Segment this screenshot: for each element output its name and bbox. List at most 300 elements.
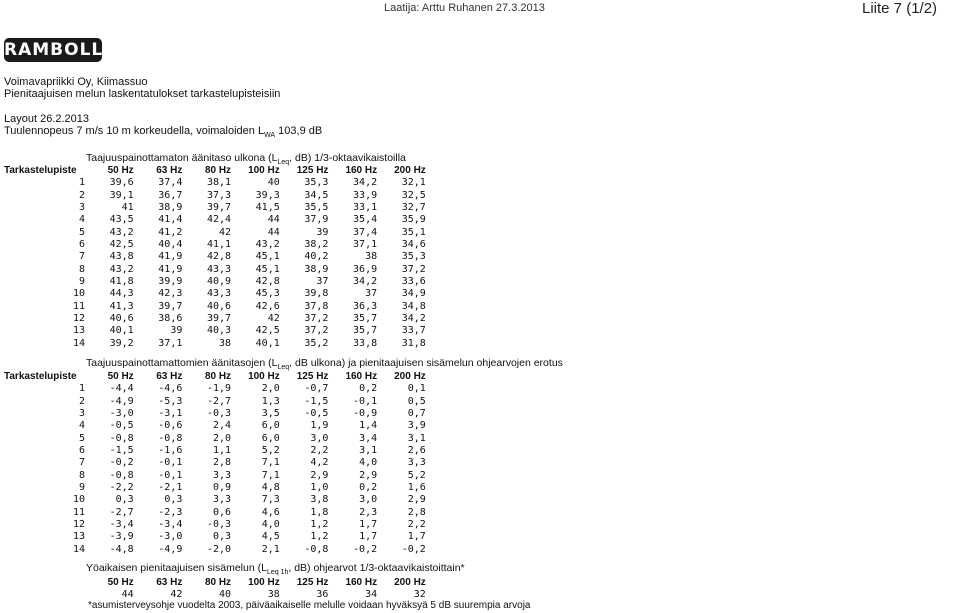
value-cell: 33,9 xyxy=(353,189,378,201)
value-cell: 37,1 xyxy=(353,239,378,251)
value-cell: 43,8 xyxy=(109,251,134,263)
value-cell: 40,3 xyxy=(206,325,232,337)
table-row xyxy=(4,408,426,420)
column-header-freq: 200 Hz xyxy=(394,577,426,588)
guideline-value-cell: 38 xyxy=(267,589,280,601)
value-cell: 1,1 xyxy=(213,445,232,457)
point-number-cell: 2 xyxy=(78,395,85,407)
table3-title-prefix: Yöaikaisen pienitaajuisen sisämelun (L xyxy=(86,562,267,574)
value-cell: 2,9 xyxy=(310,469,329,481)
value-cell: -3,9 xyxy=(109,531,134,543)
value-cell: -0,7 xyxy=(304,383,329,395)
value-cell: 0,7 xyxy=(407,408,426,420)
value-cell: -2,7 xyxy=(206,395,232,407)
column-header-freq: 100 Hz xyxy=(248,577,280,588)
value-cell: -1,5 xyxy=(109,445,134,457)
value-cell: 38,2 xyxy=(304,239,329,251)
value-cell: 45,3 xyxy=(255,288,280,300)
point-number-cell: 10 xyxy=(72,494,85,506)
value-cell: 37,2 xyxy=(304,313,329,325)
table2-title xyxy=(86,357,563,371)
column-header-freq: 160 Hz xyxy=(345,577,378,588)
value-cell: 3,1 xyxy=(407,432,426,444)
value-cell: 37,8 xyxy=(304,300,329,312)
value-cell: 0,1 xyxy=(407,383,426,395)
value-cell: -1,6 xyxy=(158,445,183,457)
value-cell: 40,6 xyxy=(206,300,232,312)
value-cell: 2,0 xyxy=(213,432,232,444)
value-cell: 41,2 xyxy=(158,226,183,238)
value-cell: -2,3 xyxy=(158,506,183,518)
value-cell: 1,7 xyxy=(359,531,378,543)
table1-title-suffix: , dB) 1/3-oktaavikaistoilla xyxy=(289,152,406,164)
value-cell: 40,2 xyxy=(304,251,329,263)
value-cell: -3,1 xyxy=(158,408,183,420)
value-cell: 37,3 xyxy=(206,189,232,201)
point-number-cell: 11 xyxy=(72,300,85,312)
table3-header-row xyxy=(85,577,426,589)
value-cell: 0,9 xyxy=(213,482,232,494)
point-number-cell: 14 xyxy=(72,543,85,555)
ramboll-logo: RAMBOLL xyxy=(4,40,104,60)
point-number-cell: 14 xyxy=(72,337,85,349)
value-cell: 7,3 xyxy=(261,494,280,506)
column-header-freq: 63 Hz xyxy=(156,577,183,588)
table3-guideline-values xyxy=(85,577,426,602)
value-cell: 34,5 xyxy=(304,189,329,201)
value-cell: 2,8 xyxy=(213,457,232,469)
value-cell: 42,5 xyxy=(109,239,134,251)
value-cell: 4,5 xyxy=(261,531,280,543)
point-number-cell: 8 xyxy=(78,469,85,481)
value-cell: 3,3 xyxy=(213,469,232,481)
value-cell: 32,5 xyxy=(401,189,426,201)
table-row xyxy=(4,383,426,395)
point-number-cell: 7 xyxy=(78,457,85,469)
value-cell: 0,5 xyxy=(407,395,426,407)
point-number-cell: 8 xyxy=(78,263,85,275)
value-cell: 41 xyxy=(121,202,134,214)
value-cell: 0,2 xyxy=(359,383,378,395)
value-cell: 40,1 xyxy=(109,325,134,337)
point-number-cell: 4 xyxy=(78,420,85,432)
value-cell: 38,6 xyxy=(158,313,183,325)
value-cell: 38 xyxy=(219,337,232,349)
column-header-freq: 125 Hz xyxy=(296,165,329,176)
value-cell: 42,8 xyxy=(255,276,280,288)
table2-title-sub: Leq xyxy=(277,364,290,372)
value-cell: 38,9 xyxy=(304,263,329,275)
value-cell: 39,9 xyxy=(158,276,183,288)
value-cell: 7,1 xyxy=(261,457,280,469)
table-row xyxy=(4,276,426,288)
value-cell: 35,7 xyxy=(353,313,378,325)
table-row xyxy=(4,420,426,432)
table-row xyxy=(4,301,426,313)
value-cell: 35,5 xyxy=(304,202,329,214)
value-cell: 0,6 xyxy=(213,506,232,518)
value-cell: 6,0 xyxy=(261,432,280,444)
value-cell: -3,4 xyxy=(109,519,134,531)
table-row xyxy=(4,396,426,408)
value-cell: 38 xyxy=(365,251,378,263)
value-cell: 0,3 xyxy=(164,494,183,506)
point-number-cell: 1 xyxy=(78,177,85,189)
table2-title-suffix: , dB ulkona) ja pienitaajuisen sisämelun ohjearvojen erotus xyxy=(289,357,563,369)
value-cell: 2,2 xyxy=(407,519,426,531)
value-cell: 41,8 xyxy=(109,276,134,288)
value-cell: 39,7 xyxy=(158,300,183,312)
table3-title-suffix: , dB) ohjearvot 1/3-oktaavikaistoittain* xyxy=(288,562,465,574)
point-number-cell: 12 xyxy=(72,519,85,531)
table-row xyxy=(4,288,426,300)
value-cell: 2,4 xyxy=(213,420,232,432)
value-cell: 0,2 xyxy=(359,482,378,494)
value-cell: 3,1 xyxy=(359,445,378,457)
value-cell: -3,0 xyxy=(158,531,183,543)
table-row xyxy=(4,227,426,239)
value-cell: 35,2 xyxy=(304,337,329,349)
value-cell: 35,4 xyxy=(353,214,378,226)
column-header-freq: 100 Hz xyxy=(248,165,280,176)
value-cell: -2,2 xyxy=(109,482,134,494)
value-cell: 7,1 xyxy=(261,469,280,481)
point-number-cell: 13 xyxy=(72,531,85,543)
column-header-point: Tarkastelupiste xyxy=(4,371,77,382)
value-cell: 37,4 xyxy=(158,177,183,189)
table-row xyxy=(4,214,426,226)
point-number-cell: 9 xyxy=(78,276,85,288)
column-header-freq: 80 Hz xyxy=(204,371,232,382)
value-cell: 39,7 xyxy=(206,313,232,325)
value-cell: 4,0 xyxy=(261,519,280,531)
table-row xyxy=(4,190,426,202)
table-row xyxy=(4,338,426,350)
column-header-freq: 50 Hz xyxy=(107,371,134,382)
value-cell: 2,9 xyxy=(407,494,426,506)
value-cell: 1,8 xyxy=(310,506,329,518)
value-cell: 2,1 xyxy=(261,543,280,555)
value-cell: 43,3 xyxy=(206,263,232,275)
value-cell: -0,1 xyxy=(158,457,183,469)
value-cell: 34,2 xyxy=(353,177,378,189)
value-cell: -1,9 xyxy=(206,383,232,395)
value-cell: -4,4 xyxy=(109,383,134,395)
layout-line: Layout 26.2.2013 xyxy=(4,113,90,125)
table-row xyxy=(4,494,426,506)
value-cell: -3,0 xyxy=(109,408,134,420)
value-cell: -5,3 xyxy=(158,395,183,407)
value-cell: 36,3 xyxy=(353,300,378,312)
point-number-cell: 5 xyxy=(78,432,85,444)
point-number-cell: 9 xyxy=(78,482,85,494)
table1-title-sub: Leq xyxy=(277,159,290,167)
value-cell: -0,3 xyxy=(206,519,232,531)
value-cell: 3,9 xyxy=(407,420,426,432)
value-cell: 33,1 xyxy=(353,202,378,214)
value-cell: 39 xyxy=(170,325,183,337)
value-cell: 42 xyxy=(267,313,280,325)
value-cell: 33,6 xyxy=(401,276,426,288)
column-header-freq: 80 Hz xyxy=(204,165,232,176)
value-cell: -0,9 xyxy=(353,408,378,420)
value-cell: -0,8 xyxy=(304,543,329,555)
table-row xyxy=(4,313,426,325)
table-row xyxy=(4,445,426,457)
value-cell: 41,5 xyxy=(255,202,280,214)
value-cell: 34,9 xyxy=(401,288,426,300)
value-cell: 45,1 xyxy=(255,263,280,275)
client-line: Voimavapriikki Oy, Kiimassuo xyxy=(4,76,148,88)
value-cell: 34,2 xyxy=(401,313,426,325)
value-cell: -4,8 xyxy=(109,543,134,555)
table2-differences xyxy=(4,371,426,556)
point-number-cell: 1 xyxy=(78,383,85,395)
value-cell: 39 xyxy=(316,226,329,238)
value-cell: 1,2 xyxy=(310,531,329,543)
value-cell: 3,3 xyxy=(407,457,426,469)
value-cell: 6,0 xyxy=(261,420,280,432)
table1-title xyxy=(86,152,406,166)
table-row xyxy=(4,482,426,494)
value-cell: 1,3 xyxy=(261,395,280,407)
value-cell: -0,1 xyxy=(158,469,183,481)
value-cell: 1,0 xyxy=(310,482,329,494)
value-cell: -2,1 xyxy=(158,482,183,494)
value-cell: -4,9 xyxy=(109,395,134,407)
table3-title xyxy=(86,562,465,576)
value-cell: 43,2 xyxy=(109,263,134,275)
table-row xyxy=(4,325,426,337)
point-number-cell: 13 xyxy=(72,325,85,337)
column-header-freq: 50 Hz xyxy=(107,165,134,176)
column-header-freq: 50 Hz xyxy=(107,577,134,588)
value-cell: -0,6 xyxy=(158,420,183,432)
value-cell: 43,5 xyxy=(109,214,134,226)
value-cell: 4,8 xyxy=(261,482,280,494)
table3-title-sub: Leq 1h xyxy=(266,569,289,577)
wind-speed-line xyxy=(4,125,322,142)
value-cell: -3,4 xyxy=(158,519,183,531)
value-cell: -0,1 xyxy=(353,395,378,407)
column-header-freq: 125 Hz xyxy=(296,577,329,588)
value-cell: 42,6 xyxy=(255,300,280,312)
value-cell: 39,1 xyxy=(109,189,134,201)
value-cell: 37,1 xyxy=(158,337,183,349)
value-cell: 45,1 xyxy=(255,251,280,263)
table2-header-row xyxy=(4,371,426,383)
point-number-cell: 7 xyxy=(78,251,85,263)
value-cell: 5,2 xyxy=(407,469,426,481)
value-cell: -0,5 xyxy=(109,420,134,432)
value-cell: 44 xyxy=(267,226,280,238)
guideline-value-cell: 32 xyxy=(413,589,426,601)
point-number-cell: 11 xyxy=(72,506,85,518)
value-cell: 3,0 xyxy=(359,494,378,506)
value-cell: 41,9 xyxy=(158,263,183,275)
table-row xyxy=(4,531,426,543)
table-row xyxy=(4,470,426,482)
point-number-cell: 12 xyxy=(72,313,85,325)
table-row xyxy=(4,264,426,276)
table-row xyxy=(4,251,426,263)
value-cell: -0,2 xyxy=(401,543,426,555)
value-cell: 4,2 xyxy=(310,457,329,469)
value-cell: -1,5 xyxy=(304,395,329,407)
value-cell: 37,2 xyxy=(401,263,426,275)
value-cell: 44,3 xyxy=(109,288,134,300)
value-cell: 32,1 xyxy=(401,177,426,189)
guideline-value-cell: 36 xyxy=(316,589,329,601)
value-cell: 41,1 xyxy=(206,239,232,251)
value-cell: 38,1 xyxy=(206,177,232,189)
guideline-value-cell: 40 xyxy=(219,589,232,601)
value-cell: 37,4 xyxy=(353,226,378,238)
value-cell: -2,7 xyxy=(109,506,134,518)
column-header-freq: 63 Hz xyxy=(156,165,183,176)
guideline-value-cell: 34 xyxy=(365,589,378,601)
value-cell: 0,3 xyxy=(115,494,134,506)
value-cell: 44 xyxy=(267,214,280,226)
table-row xyxy=(4,239,426,251)
table-row xyxy=(4,177,426,189)
value-cell: 35,1 xyxy=(401,226,426,238)
value-cell: 1,4 xyxy=(359,420,378,432)
table2-title-prefix: Taajuuspainottamattomien äänitasojen (L xyxy=(86,357,278,369)
attachment-label: Liite 7 (1/2) xyxy=(862,0,938,17)
value-cell: -0,2 xyxy=(353,543,378,555)
subject-line: Pienitaajuisen melun laskentatulokset tarkastelupisteisiin xyxy=(4,88,281,100)
value-cell: 1,9 xyxy=(310,420,329,432)
value-cell: -0,8 xyxy=(109,469,134,481)
value-cell: 1,7 xyxy=(359,519,378,531)
point-number-cell: 4 xyxy=(78,214,85,226)
value-cell: 39,7 xyxy=(206,202,232,214)
table-row xyxy=(4,544,426,556)
value-cell: 43,2 xyxy=(255,239,280,251)
value-cell: -4,6 xyxy=(158,383,183,395)
wind-sub: WA xyxy=(264,132,276,140)
table1-levels xyxy=(4,165,426,350)
value-cell: 41,4 xyxy=(158,214,183,226)
value-cell: 33,7 xyxy=(401,325,426,337)
author-line: Laatija: Arttu Ruhanen 27.3.2013 xyxy=(384,2,545,14)
value-cell: 43,2 xyxy=(109,226,134,238)
table-row xyxy=(4,519,426,531)
value-cell: 40,9 xyxy=(206,276,232,288)
value-cell: -0,5 xyxy=(304,408,329,420)
wind-prefix: Tuulennopeus 7 m/s 10 m korkeudella, voimaloiden L xyxy=(4,125,265,137)
value-cell: 36,9 xyxy=(353,263,378,275)
point-number-cell: 3 xyxy=(78,202,85,214)
value-cell: 32,7 xyxy=(401,202,426,214)
column-header-freq: 100 Hz xyxy=(248,371,280,382)
column-header-freq: 200 Hz xyxy=(394,371,426,382)
guideline-value-cell: 44 xyxy=(121,589,134,601)
point-number-cell: 3 xyxy=(78,408,85,420)
value-cell: 4,6 xyxy=(261,506,280,518)
table-row xyxy=(4,457,426,469)
value-cell: 39,3 xyxy=(255,189,280,201)
value-cell: 3,3 xyxy=(213,494,232,506)
table-row xyxy=(4,202,426,214)
value-cell: 37,9 xyxy=(304,214,329,226)
point-number-cell: 10 xyxy=(72,288,85,300)
value-cell: 35,7 xyxy=(353,325,378,337)
column-header-point: Tarkastelupiste xyxy=(4,165,77,176)
value-cell: 35,3 xyxy=(304,177,329,189)
value-cell: -2,0 xyxy=(206,543,232,555)
value-cell: 33,8 xyxy=(353,337,378,349)
value-cell: 2,3 xyxy=(359,506,378,518)
value-cell: 2,9 xyxy=(359,469,378,481)
footnote: *asumisterveysohje vuodelta 2003, päiväaikaiselle melulle voidaan hyväksyä 5 dB suurempia arvoja xyxy=(88,600,531,611)
value-cell: 1,7 xyxy=(407,531,426,543)
value-cell: 36,7 xyxy=(158,189,183,201)
point-number-cell: 2 xyxy=(78,189,85,201)
value-cell: -0,8 xyxy=(158,432,183,444)
value-cell: 3,4 xyxy=(359,432,378,444)
value-cell: 39,6 xyxy=(109,177,134,189)
value-cell: 2,0 xyxy=(261,383,280,395)
value-cell: 42,8 xyxy=(206,251,232,263)
value-cell: 34,8 xyxy=(401,300,426,312)
value-cell: 31,8 xyxy=(401,337,426,349)
wind-suffix: 103,9 dB xyxy=(275,125,323,137)
value-cell: 5,2 xyxy=(261,445,280,457)
value-cell: 4,0 xyxy=(359,457,378,469)
point-number-cell: 6 xyxy=(78,239,85,251)
table1-title-prefix: Taajuuspainottamaton äänitaso ulkona (L xyxy=(86,152,278,164)
table-row xyxy=(4,507,426,519)
value-cell: 38,9 xyxy=(158,202,183,214)
value-cell: 39,8 xyxy=(304,288,329,300)
value-cell: 39,2 xyxy=(109,337,134,349)
value-cell: 42,5 xyxy=(255,325,280,337)
column-header-freq: 160 Hz xyxy=(345,371,378,382)
value-cell: 35,3 xyxy=(401,251,426,263)
table-row xyxy=(4,433,426,445)
value-cell: 34,2 xyxy=(353,276,378,288)
value-cell: -0,3 xyxy=(206,408,232,420)
value-cell: 3,5 xyxy=(261,408,280,420)
value-cell: 3,8 xyxy=(310,494,329,506)
value-cell: 41,9 xyxy=(158,251,183,263)
value-cell: 37 xyxy=(365,288,378,300)
column-header-freq: 200 Hz xyxy=(394,165,426,176)
value-cell: 42 xyxy=(219,226,232,238)
value-cell: 1,2 xyxy=(310,519,329,531)
value-cell: 2,2 xyxy=(310,445,329,457)
value-cell: -0,2 xyxy=(109,457,134,469)
column-header-freq: 63 Hz xyxy=(156,371,183,382)
value-cell: 2,6 xyxy=(407,445,426,457)
value-cell: 43,3 xyxy=(206,288,232,300)
value-cell: 1,6 xyxy=(407,482,426,494)
guideline-value-cell: 42 xyxy=(170,589,183,601)
value-cell: 40,6 xyxy=(109,313,134,325)
value-cell: 0,3 xyxy=(213,531,232,543)
value-cell: 35,9 xyxy=(401,214,426,226)
value-cell: 42,3 xyxy=(158,288,183,300)
value-cell: 37,2 xyxy=(304,325,329,337)
column-header-freq: 80 Hz xyxy=(204,577,232,588)
value-cell: 42,4 xyxy=(206,214,232,226)
value-cell: -0,8 xyxy=(109,432,134,444)
value-cell: 40,1 xyxy=(255,337,280,349)
value-cell: 3,0 xyxy=(310,432,329,444)
value-cell: 41,3 xyxy=(109,300,134,312)
